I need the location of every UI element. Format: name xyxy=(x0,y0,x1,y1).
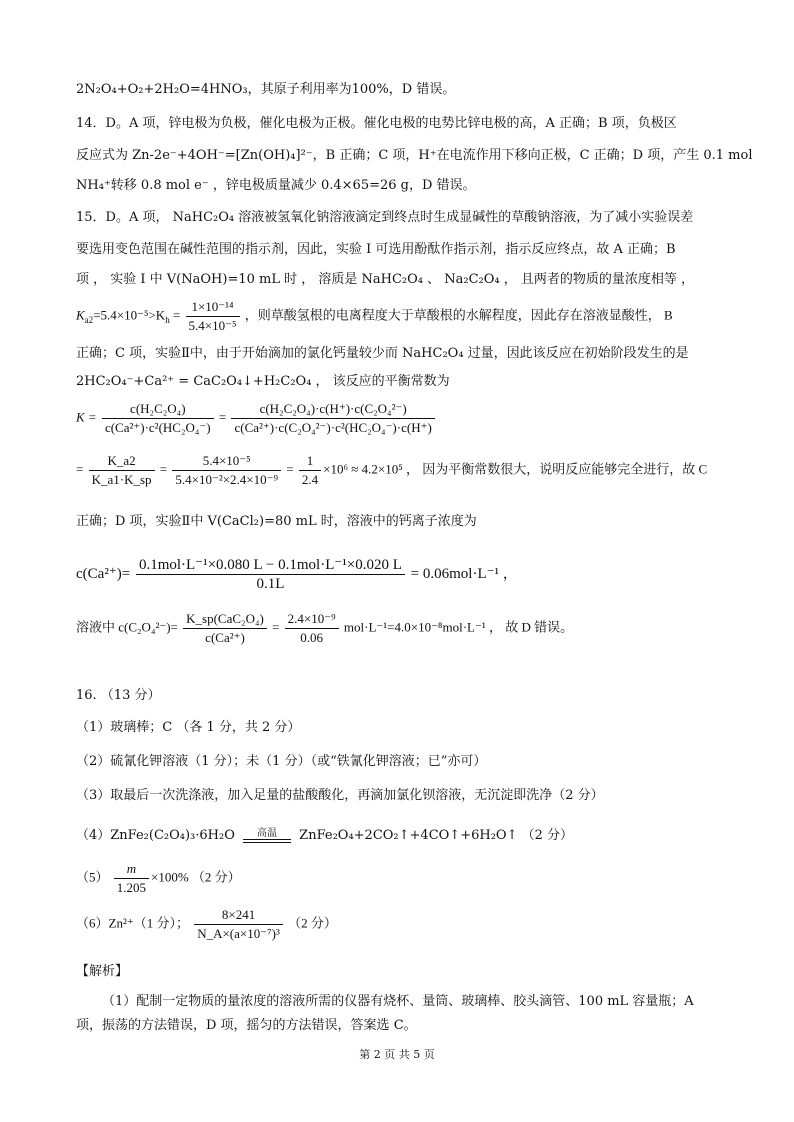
line-1: 2N₂O₄+O₂+2H₂O=4HNO₃，其原子利用率为100%，D 错误。 xyxy=(76,82,456,97)
line-q14-1: 14．D。A 项，锌电极为负极，催化电极为正极。催化电极的电势比锌电极的高，A 正确；B 项，负极区 xyxy=(76,116,677,131)
line-q15-ka: $K_{a2}=5.4\times 10^{-5}>K_h$ = $\frac{\text{1×10⁻¹⁴}}{\text{5.4×10⁻⁵}}$ ，则草酸氢根的电离程度大于草酸根的水解程度，因此存在溶液显酸性， B xyxy=(76,299,673,333)
answer-3: （3）取最后一次洗涤液，加入足量的盐酸酸化，再滴加氯化钡溶液，无沉淀即洗净（2 分） xyxy=(76,788,604,803)
line-q14-2: 反应式为 Zn-2e⁻+4OH⁻=[Zn(OH)₄]²⁻，B 正确；C 项，H⁺在电流作用下移向正极，C 正确；D 项，产生 0.1 mol xyxy=(76,148,753,163)
line-q14-3: NH₄⁺转移 0.8 mol e⁻ ，锌电极质量减少 0.4×65=26 g，D 错误。 xyxy=(76,178,476,193)
equilibrium-k-line1: K = $\frac{\text{c(H₂C₂O₄)}}{\text{c(Ca²⁺)·c²(HC₂O₄⁻)}}$ = $\frac{\text{c(H₂C₂O₄)·c(H⁺)·c(C₂O₄²⁻)}}{\text{c(Ca²⁺)·c(C₂O₄²⁻)·c²(HC₂O₄⁻)·c(H⁺)}}$ xyxy=(76,400,437,437)
answer-4: （4）ZnFe₂(C₂O₄)₃·6H₂O 高温 ZnFe₂O₄+2CO₂↑+4CO↑+6H₂O↑ （2 分） xyxy=(76,827,573,843)
analysis-para-2: 项，振荡的方法错误，D 项，摇匀的方法错误，答案选 C。 xyxy=(76,1018,417,1033)
q16-heading: 16. （13 分） xyxy=(76,688,161,703)
answer-1: （1）玻璃棒；C （各 1 分，共 2 分） xyxy=(76,720,301,735)
answer-5: （5） $\frac{m}{1.205}$ ×100% （2 分） xyxy=(76,861,241,895)
line-q15-reaction: 2HC₂O₄⁻+Ca²⁺ = CaC₂O₄↓+H₂C₂O₄ ， 该反应的平衡常数为 xyxy=(76,374,450,389)
line-q15-2: 要选用变色范围在碱性范围的指示剂，因此，实验 I 可选用酚酞作指示剂，指示反应终点，故 A 正确；B xyxy=(76,242,676,257)
answer-6: （6）Zn²⁺（1 分）； $\frac{8\times 241}{\text{N\_A×(a×10⁻⁷)³}}$ （2 分） xyxy=(76,907,337,941)
analysis-para-1: （1）配制一定物质的量浓度的溶液所需的仪器有烧杯、量筒、玻璃棒、胶头滴管、100 mL 容量瓶；A xyxy=(102,994,694,1009)
kh-fraction: $\frac{\text{1×10⁻¹⁴}}{\text{5.4×10⁻⁵}}$ xyxy=(186,298,240,335)
calcium-concentration: c(Ca²⁺)= $\frac{\text{0.1mol·L⁻¹×0.080 L − 0.1mol·L⁻¹×0.020 L}}{0.1L}$ = 0.06mol·L⁻¹ ， xyxy=(76,557,518,592)
answer-2: （2）硫氰化钾溶液（1 分）；未（1 分）（或“铁氰化钾溶液；已”亦可） xyxy=(76,754,487,769)
line-q15-4: 正确；C 项，实验Ⅱ中，由于开始滴加的氯化钙量较少而 NaHC₂O₄ 过量，因此该反应在初始阶段发生的是 xyxy=(76,346,689,361)
line-q15-5: 正确；D 项，实验Ⅱ中 V(CaCl₂)=80 mL 时，溶液中的钙离子浓度为 xyxy=(76,514,477,529)
analysis-heading: 【解析】 xyxy=(76,964,129,979)
oxalate-concentration: 溶液中 c(C₂O₄²⁻)= $\frac{\text{K\_sp(CaC₂O₄)}}{\text{c(Ca²⁺)}}$ = $\frac{\text{2.4×10⁻⁹}}{0.06}$ mol·L⁻¹=4.0×10⁻⁸mol·L⁻¹ ， 故 D 错误。 xyxy=(76,611,574,645)
high-temp-arrow: 高温 xyxy=(243,829,291,843)
line-q15-3: 项 ， 实验 I 中 V(NaOH)=10 mL 时 ， 溶质是 NaHC₂O₄ 、 Na₂C₂O₄ ， 且两者的物质的量浓度相等 ， xyxy=(76,272,695,287)
equilibrium-k-line2: = $\frac{K\_a2}{K\_a1\cdot K\_sp}$ = $\frac{\text{5.4×10⁻⁵}}{\text{5.4×10⁻²×2.4×10⁻⁹}}$ = $\frac{1}{2.4}$ ×10⁶ ≈ 4.2×10⁵ ， 因为平衡常数很大，说明反应能够完全进行，故 C xyxy=(76,453,708,487)
page-footer: 第 2 页 共 5 页 xyxy=(359,1048,435,1061)
line-q15-1: 15．D。A 项， NaHC₂O₄ 溶液被氢氧化钠溶液滴定到终点时生成显碱性的草酸钠溶液，为了减小实验误差 xyxy=(76,210,694,225)
